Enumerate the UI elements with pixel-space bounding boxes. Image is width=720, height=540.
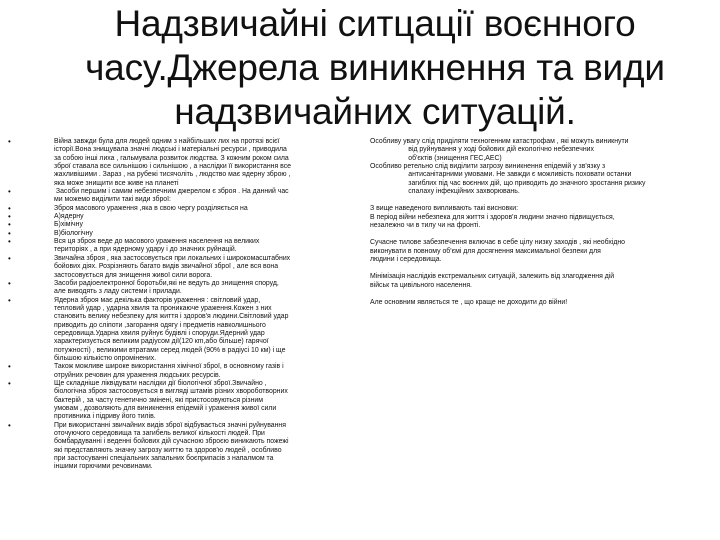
list-item-text: Ядерна зброя має декілька факторів ураження : світловий удар, тепловий удар , ударна хвиля та проникаюче ураження.Кожен з них становить велику небезпеку для життя і здоров'я людини.Світловий удар приводить до сліпоти ,загорання одягу і предметів навколишнього середовища.Ударна хвиля руйнує будівлі і споруди.Ядерний удар характеризується великим радіусом дії(120 кm,або більше) гарячої потужності) , великими втратами серед людей (90% в радіусі 10 км) і ще більшою кількістю опромінених. [54,296,289,362]
bullet-icon: • [8,228,11,238]
list-item [8,363,344,380]
bullet-icon: • [8,203,11,213]
list-item [8,280,344,297]
bullet-icon: • [8,362,11,372]
list-item-text: Вся ця зброя веде до масового ураження населення на великих територіях , а при ядерному удару і до значних руйнацій. [54,238,260,254]
paragraph-text: Але основним являється те , що краще не доходити до війни! [370,299,568,307]
list-item [8,380,344,422]
list-item-text: Засоби першим і самим небезпечним джерелом є зброя . На данний час ми можемо виділити такі види зброї: [54,188,289,204]
left-column [8,138,344,472]
list-item [8,238,344,255]
list-item-text: Зброя масового ураження ,яка в свою чергу розділяється на [54,204,248,212]
list-item-text: Звичайна зброя , яка застосовується при локальних і широкомасштабних бойових діях. Розрізняють багато видів звичайної зброї , але вся вона застосовується для знищення живої сили ворога. [54,254,291,279]
paragraph-text: Сучасне тилове забезпечення включає в себе цілу низку заходів , які необхідно виконувати в повному об'ємі для досягнення максимальної безпеки для людини і середовища. [370,239,625,264]
paragraph [370,138,710,163]
bullet-icon: • [8,187,11,197]
bullet-icon: • [8,420,11,430]
list-item-text: Засоби радіоелектронної боротьби,які не ведуть до знищення споруд, але виводять з ладу системи і прилади. [54,279,279,296]
bullet-icon: • [8,212,11,222]
list-item [8,255,344,280]
paragraph [370,239,710,264]
paragraph [370,273,710,290]
bullet-icon: • [8,137,11,146]
paragraph-text: Особливу увагу слід приділяти техногенним катастрофам , які можуть виникнути від руйнування у ході бойових дій екологічно небезпечних об'єктів (знищення ГЕС,АЕС) [370,138,629,162]
paragraph-text: Особливо ретельно слід виділити загрозу виникнення епідемій у зв'язку з антисанітарними умовами. Не завжди є можливість поховати останки загиблих під час воєнних дій, що приводить до значного зростання ризику спалаху інфекційних захворювань. [370,163,646,196]
paragraph [370,299,710,307]
list-item [8,205,344,213]
bullet-icon: • [8,220,11,230]
bullet-icon: • [8,237,11,247]
list-item-text: Також можливе широке використання хімічної зброї, в основному газів і отруйних речовин для ураження людських ресурсів. [54,363,284,379]
bullet-icon: • [8,378,11,388]
list-item [8,297,344,364]
paragraph [370,163,710,196]
list-item [8,138,344,188]
list-item-text: При використанні звичайних видів зброї відбувається значні руйнування оточуючого середовища та загибель великої кількості людей. При бомбардуванні і веденні бойових дій сучасною зброєю виникають пожежі які представляють значну загрозу життю та здоров'ю людей , особливо при застосуванні спеціальних запальних боєприпасів з напалмом та іншими горючими речовинами. [54,421,289,471]
paragraph-text: Мінімізація наслідків екстремальних ситуацій, залежить від злагодження дій військ та цивільного населення. [370,273,615,289]
right-column [370,138,710,308]
list-item-text: Ще складніше ліквідувати наслідки дії біологічної зброї.Звичайно , біологічна зброя застосовується в вигляді штамів різних хвороботворних бактерій , за часту генетично змінені, які пристосовуються різним умовам , дозволяють для виникнення епідемій і ураження живої сили противника і підриву його тилів. [54,379,288,421]
list-item [8,221,344,229]
slide-title: Надзвичайні ситцації воєнного часу.Джерела виникнення та види надзвичайних ситуацій. [85,3,665,132]
bullet-icon: • [8,253,11,263]
list-item-text: Б)хімічну [54,221,83,229]
list-item [8,230,344,238]
list-item-text: А)ядерну [54,213,84,221]
bullet-icon: • [8,278,11,288]
paragraph-text: З вище наведеного випливають такі висновки: В період війни небезпека для життя і здоров'я людини значно підвищується, незалежно чи в тилу чи на фронті. [370,205,615,230]
paragraph [370,205,710,230]
list-item [8,422,344,472]
list-item [8,188,344,205]
list-item-text: В)біологічну [54,229,93,237]
bullet-icon: • [8,295,11,305]
list-item-text: Війна завжди була для людей одним з найбільших лих на протязі всієї історії.Вона знищувала значні людські і матеріальні ресурси , приводила за собою інші лиха , гальмувала розвиток людства. З кожним роком сила зброї ставала все сильнішою і сильнішою , а наслідки її використання все жахливішими . Зараз , на рубежі тисячоліть , людство має ядерну зброю , яка може знищити все живе на планеті [54,138,291,187]
